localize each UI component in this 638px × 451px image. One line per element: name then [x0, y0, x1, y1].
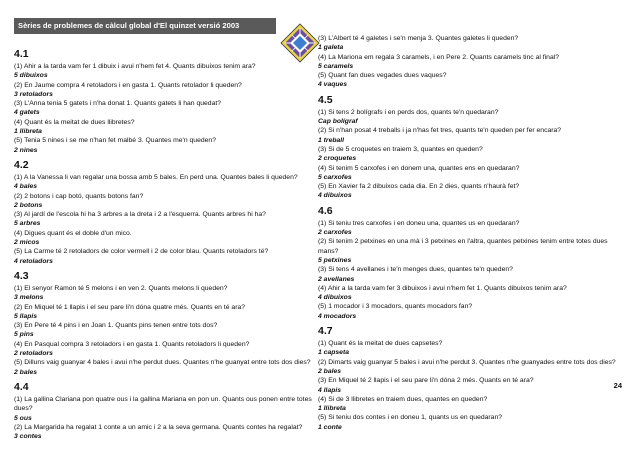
- problem-answer: 2 retoladors: [14, 350, 53, 358]
- problem-section: [14, 48, 312, 155]
- page-header: Sèries de problemes de càlcul global d'El quinzet versió 2003: [14, 18, 276, 34]
- problem-answer: 2 croquetes: [318, 155, 357, 163]
- problem-answer: 5 carxofes: [318, 173, 352, 181]
- problem-question: (2) En Jaume compra 4 retoladors i en gasta 1. Quants retolador li queden?: [14, 81, 242, 89]
- problem-answer: 5 ous: [14, 414, 32, 422]
- problem-question: (1) Ahir a la tarda vam fer 1 dibuix i avui n'hem fet 4. Quants dibuixos tenim ara?: [14, 63, 256, 70]
- problem-question: (5) La Carme té 2 retoladors de color vermell i 2 de color blau. Quants retoladors té?: [14, 248, 269, 256]
- problem-question: (4) Si tenim 5 carxofes i en donem una, quantes ens en quedaran?: [318, 164, 520, 172]
- problem-question: (4) Digues quant és el doble d'un mico.: [14, 229, 132, 237]
- section-title: 4.6: [318, 204, 333, 217]
- problem-answer: 1 galeta: [318, 44, 344, 52]
- section-title: 4.3: [14, 269, 29, 282]
- problem-question: (5) 1 mocador i 3 mocadors, quants mocadors fan?: [318, 303, 473, 311]
- problem-question: (3) Si de 5 croquetes en traiem 3, quantes en queden?: [318, 145, 483, 153]
- problem-question: (2) Si n'han posat 4 treballs i ja n'has fet tres, quants te'n queden per fer encara?: [318, 127, 562, 135]
- problem-answer: 5 petxines: [318, 256, 352, 264]
- problem-answer: Cap bolígraf: [318, 118, 358, 126]
- problem-answer: 1 conte: [318, 423, 342, 431]
- problem-question: (1) La gallina Clariana pon quatre ous i la gallina Mariana en pon un. Quants ous ponen entre totes dues?: [14, 395, 312, 413]
- problem-question: (5) Quant fan dues vegades dues vaques?: [318, 72, 447, 80]
- problem-section: [14, 381, 312, 441]
- problem-answer: 4 mocadors: [318, 312, 357, 320]
- problem-answer: 1 llibreta: [14, 128, 42, 136]
- problem-answer: 4 gatets: [14, 109, 40, 117]
- problem-question: (1) A la Vanessa li van regalar una bossa amb 5 bales. En perd una. Quantes bales li queden?: [14, 173, 298, 181]
- problem-answer: 1 capseta: [318, 349, 349, 357]
- problem-question: (5) Si teniu dos contes i en doneu 1, quants us en quedaran?: [318, 414, 503, 422]
- problem-question: (5) Tenia 5 nines i se me n'han fet malbé 3. Quantes me'n queden?: [14, 137, 216, 145]
- problem-question: (1) Quant és la meitat de dues capsetes?: [318, 340, 443, 348]
- problem-answer: 4 dibuixos: [318, 192, 352, 200]
- problem-question: (3) L'Albert té 4 galetes i se'n menja 3. Quantes galetes li queden?: [318, 35, 519, 42]
- problem-answer: 2 bales: [14, 368, 38, 376]
- problem-answer: 4 bales: [14, 183, 38, 191]
- continued-section: [318, 34, 618, 90]
- problem-answer: 3 contes: [14, 433, 42, 441]
- problem-section: [318, 94, 618, 201]
- problem-section: [14, 270, 312, 377]
- problem-answer: 2 micos: [14, 239, 40, 247]
- problem-answer: 1 treball: [318, 136, 345, 144]
- problem-answer: 2 nines: [14, 146, 38, 154]
- problem-answer: 2 botons: [14, 201, 43, 209]
- section-title: 4.4: [14, 380, 29, 393]
- problem-answer: 5 pins: [14, 331, 34, 339]
- problem-answer: 5 llapis: [14, 312, 38, 320]
- problem-question: (2) Si tenim 2 petxines en una mà i 3 petxines en l'altra, quantes petxines tenim entre totes dues mans?: [318, 238, 608, 255]
- problem-answer: 4 retoladors: [14, 257, 53, 265]
- section-title: 4.5: [318, 93, 333, 106]
- problem-question: (2) La Margarida ha regalat 1 conte a un amic i 2 a la seva germana. Quants contes ha regalat?: [14, 423, 303, 431]
- problem-question: (2) En Miquel té 1 llapis i el seu pare li'n dóna quatre més. Quants en té ara?: [14, 303, 246, 311]
- problem-answer: 3 melons: [14, 294, 44, 302]
- problem-question: (1) Si tens 2 bolígrafs i en perds dos, quants te'n quedaran?: [318, 108, 499, 116]
- problem-question: (2) 2 botons i cap botó, quants botons fan?: [14, 192, 144, 200]
- problem-question: (3) Al jardí de l'escola hi ha 3 arbres a la dreta i 2 a l'esquerra. Quants arbres hi ha?: [14, 211, 266, 219]
- problem-answer: 5 dibuixos: [14, 72, 48, 80]
- section-title: 4.1: [14, 48, 29, 60]
- section-title: 4.7: [318, 325, 333, 338]
- problem-section: [318, 325, 618, 432]
- problem-answer: 2 bales: [318, 367, 342, 375]
- problem-answer: 3 retoladors: [14, 90, 53, 98]
- problem-answer: 1 llibreta: [318, 405, 346, 413]
- right-column: [318, 34, 618, 432]
- problem-question: (1) El senyor Ramon té 5 melons i en ven 2. Quants melons li queden?: [14, 284, 228, 292]
- problem-question: (4) Ahir a la tarda vam fer 3 dibuixos i avui n'hem fet 1. Quants dibuixos tenim ara?: [318, 284, 567, 292]
- problem-answer: 2 avellanes: [318, 275, 355, 283]
- problem-section: [14, 159, 312, 266]
- problem-answer: 5 arbres: [14, 220, 41, 228]
- problem-question: (4) En Pasqual compra 3 retoladors i en gasta 1. Quants retoladors li queden?: [14, 340, 250, 348]
- problem-question: (3) En Pere té 4 pins i en Joan 1. Quants pins tenen entre tots dos?: [14, 322, 218, 330]
- problem-answer: 4 dibuixos: [318, 294, 352, 302]
- section-title: 4.2: [14, 158, 29, 171]
- problem-question: (1) Si teniu tres carxofes i en doneu una, quantes us en quedaran?: [318, 219, 520, 227]
- problem-question: (3) Si tens 4 avellanes i te'n menges dues, quantes te'n queden?: [318, 266, 513, 274]
- problem-section: [318, 205, 618, 321]
- problem-question: (5) En Xavier fa 2 dibuixos cada dia. En 2 dies, quants n'haurà fet?: [318, 183, 520, 191]
- problem-question: (3) L'Anna tenia 5 gatets i n'ha donat 1. Quants gatets li han quedat?: [14, 100, 222, 108]
- problem-question: (5) Dilluns vaig guanyar 4 bales i avui n'he perdut dues. Quantes n'he guanyat entre tots dos dies?: [14, 359, 311, 367]
- problem-question: (2) Dimarts vaig guanyar 5 bales i avui n'he perdut 3. Quantes n'he guanyades entre tots dos dies?: [318, 358, 616, 366]
- problem-question: (4) Quant és la meitat de dues llibretes?: [14, 118, 135, 126]
- problem-question: (4) La Mariona em regala 3 caramels, i en Pere 2. Quants caramels tinc al final?: [318, 53, 560, 61]
- problem-answer: 5 caramels: [318, 62, 354, 70]
- page-number: 24: [613, 381, 622, 390]
- problem-answer: 2 carxofes: [318, 229, 352, 237]
- problem-answer: 4 vaques: [318, 81, 348, 89]
- left-column: [14, 44, 312, 441]
- problem-question: (4) Si de 3 llibretes en traiem dues, quantes en queden?: [318, 395, 488, 403]
- problem-answer: 4 llapis: [318, 386, 342, 394]
- problem-question: (3) En Miquel té 2 llapis i el seu pare li'n dóna 2 més. Quants en té ara?: [318, 377, 534, 385]
